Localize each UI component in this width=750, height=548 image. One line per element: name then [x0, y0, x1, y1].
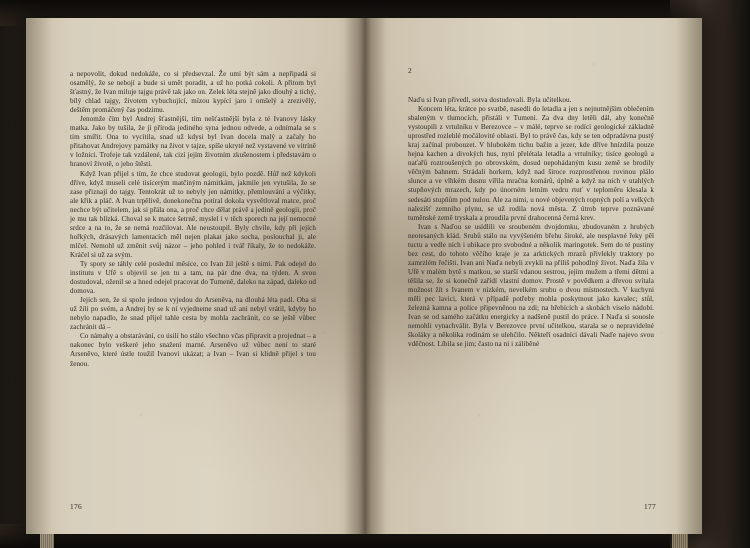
right-page-text-column: [408, 96, 654, 349]
open-book: [26, 18, 702, 534]
paragraph: Naďu si Ivan přivedl, sotva dostudovali. Byla učitelkou.: [408, 96, 572, 104]
left-page-text-column: [70, 70, 316, 369]
paragraph: Jejich sen, že si spolu jednou vyjedou do Arseněva, na dlouhá léta padl. Oba si už žili po svém, a Andrej by se k ní vyjedneme snad už ani nebyl vrátil, kdyby ho nebylo napadlo, že snad přijel tahle cesta by mohla zachránit, co se ještě vůbec zachránit dá –: [70, 296, 316, 332]
paragraph: a nepovolit, dokud nedokáže, co si předsevzal. Že umí být sám a nepřipadá si osamělý, že se nebojí a bude si umět poradit, a už ho potká cokoli. A přitom byl šťastný, že Ivan miluje tajgu právě tak jako on. Zelek léta stejně jako dlouhý a tichý, bílý chlad tajgy, životem vybuchující, mízou kypící jaro i omšelý a zrezivělý, deštěm promáčený čas podzimu.: [70, 70, 316, 115]
left-page-outer-edge-shade: [26, 18, 52, 534]
chapter-number: 2: [408, 66, 412, 75]
paragraph: Ivan s Naďou se usídlili ve sroubeném dvojdomku, zbudovaném z hrubých neotesaných klád. Srubů stálo na vyvýšeném břehu široké, ale nesplavné řeky pěl tuctu a vedle nich i ubikace pro svobodné a několik maringotek. Sem do té pustiny bez cest, do tohoto věčího kraje je za arktických mrazů přivlekly traktory po zamrzlém řečišti. Ivan ani Naďa nebyli zvykli na příliš pohodlný život. Naďa žila v Ufě v malém bytě s matkou, se starší vdanou sestrou, jejím mužem a třemi dětmi a těšila se, že si konečně zařídí vlastní domov. Prostě v povědkem a dřevou svítala možnost žít s Ivanem v nízkém, nevelkém srubu o dvou místnostech. V kuchyni měli pec lavici, která v případě potřeby mohla poskytnout jako kavalec; stůl, železná kamna a police připevněnou na zdi; na hřebících a skobách viselo nádobí. Ivan se od samého začátku energicky a nadšeně pustil do práce. I Naďa si souosle nemohli vynachválit. Byla v Berezovce první učitelkou, starala se o nepravidelné školáky a několika rodinám se ulehčilo. Někteří osadníci dávali Naďe najevo svou vděčnost. Líbila se jim; často na ni i záliběné: [408, 222, 654, 349]
paragraph: Když Ivan přijel s tím, že chce studovat geologii, bylo pozdě. Hůř než kdykoli dříve, když museli celé tisícerým matčiným námitkám, jakmile jen vytušila, že se zase přiznají do tajgy. Tentokrát už to nebyly jen námitky, přemlouvání a výčitky, ale křik a pláč. A Ivan trpělivě, donekonečna potíral dokola vysvětloval matce, proč nechce být učitelem, jak si přála ona, a proč chce dělat právě a jedině geologii, proč je mu tak blízká. Choval se k matce šetrně, myslel i v těch sporech na její nemocné srdce a na to, že se nemá rozčilovat. Ale neustoupil. Byly chvíle, kdy při jejích hořkých, drásavých lamentacích měl nejen plakat jako socha, poslouchal ji, ale mlčel. Nemohl už změnit svůj názor – jeho pohled i tvář říkaly, že to nedokáže. Kráčel si už za svým.: [70, 169, 316, 259]
paragraph: Ty spory se táhly celé poslední měsíce, co Ivan žil ještě s nimi. Pak odejel do institutu v Ufě s objevil se jen tu a tam, na pár dne dva, na týden. A svou dostudoval, oženil se a hned odejel pracovat do Tumeně, daleko na západ, daleko od domova.: [70, 259, 316, 296]
paragraph: Koncem léta, krátce po svatbě, nasedli do letadla a jen s nejnutnějším oblečením sbaleným v tlumocích, přistáli v Tumeni. Za dva dny letěli dál, aby konečně vystoupili z vrtulníku v Berezovce – v málé, teprve se rodící geologické základně uprostřed rozlehlé močálovité oblasti. Byl to právě čas, kdy se ten odpradávna pustý kraj začínal probouzet. V hlubokém tichu bažin a jezer, kde dříve hnízdila pouze hejna kachen a divokých hus, nyní přelétala letadla a vrtulníky; tisíce geologů a naťařů roztroušených po obrovském, dosud nepohádaným kusu země se brodily věčným bahnem. Strádali horkem, když nad široce rozprostřenou rovinou plálo slunce a ve vlhkém dusnu vířila mračna komárů, úplně a když na nich v utahlých stupňových mrazech, kdy po únorném letním vedru rtuť v teploměru klesala k sedesáti stupňům pod nulou. Ale za nimi, u nové objevených ropných polí a velkých nalezišť zemního plynu, se už rodila nová města. Z útrob teprve poznávané tuměnské země tryskala a proudila první drahocenná černá krev.: [408, 105, 654, 222]
paragraph: Co námahy a obstarávání, co úsilí ho stálo všechno včas připravit a projednat – a nakonec bylo veškeré jeho snažení marné. Arseněvo už vůbec není to staré Arseněvo, které ústle toužil Ivanovi ukázat; a Ivan – Ivan si klidně přijel s tou ženou.: [70, 332, 316, 368]
paragraph: Jenomže čím byl Andrej šťastnější, tím nešťastnější byla z té Ivanovy lásky matka. Jako by tušila, že jí příroda jediného syna jednou odvede, a odnímala se s tím smířit. Ona to vycítila, snad už kdysi byl Ivan docela malý a začaly ho přitahovat Andrejovy památky na život v tajze, spíše ukryté než vystavené ve vitríně v ložnici. Trofeje tak vzdálené, tak cizí jejím životním zkušenostem i představám o hranoví životě, o jeho štěstí.: [70, 115, 316, 169]
right-page: [364, 18, 702, 534]
page-number-left: 176: [70, 502, 82, 511]
page-number-right: 177: [644, 502, 656, 511]
right-page-outer-edge-shade: [676, 18, 702, 534]
left-page: [26, 18, 364, 534]
